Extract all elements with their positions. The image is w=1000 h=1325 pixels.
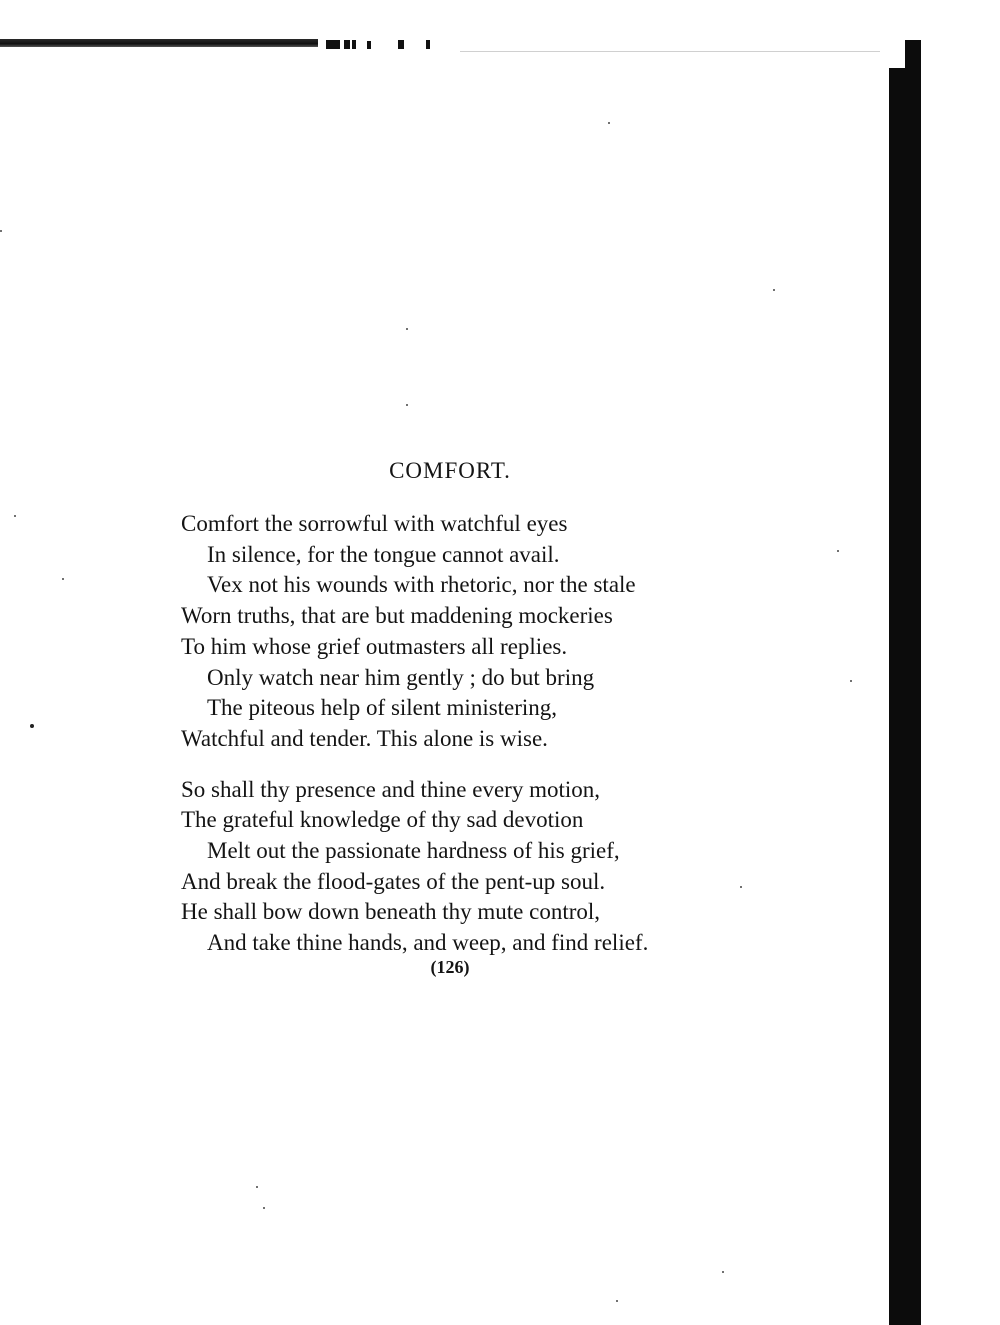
scan-speck [30, 724, 34, 728]
poem-line: Vex not his wounds with rhetoric, nor the stale [207, 572, 636, 598]
poem-line: Only watch near him gently ; do but bring [207, 664, 595, 690]
stanza [181, 775, 801, 959]
scan-speck [608, 122, 610, 124]
scan-speck [14, 515, 16, 517]
scan-speck [406, 404, 408, 406]
scan-speck [837, 550, 839, 552]
poem-title-text: COMFORT. [389, 458, 511, 483]
scan-speck [616, 1300, 618, 1302]
poem-line: So shall thy presence and thine every motion, [181, 776, 601, 802]
top-rule-fragments [318, 40, 458, 50]
poem-line: The grateful knowledge of thy sad devotion [181, 807, 584, 833]
scan-speck [722, 1271, 724, 1273]
scan-speck [0, 230, 2, 232]
scan-speck [406, 328, 408, 330]
top-dash [460, 51, 880, 52]
poem-title [0, 458, 900, 484]
scan-speck [850, 680, 852, 682]
poem-line: Worn truths, that are but maddening mockeries [181, 603, 613, 629]
poem-line: Melt out the passionate hardness of his grief, [207, 838, 620, 864]
page-gutter-edge [889, 68, 919, 1325]
poem-line: To him whose grief outmasters all replies. [181, 633, 568, 659]
poem-line: And break the flood-gates of the pent-up soul. [181, 868, 606, 894]
poem-line: Watchful and tender. This alone is wise. [181, 725, 548, 751]
scan-speck [62, 578, 64, 580]
poem-line: He shall bow down beneath thy mute control, [181, 899, 601, 925]
page-number: (126) [430, 957, 470, 977]
top-printed-rule [0, 39, 318, 47]
poem-line: In silence, for the tongue cannot avail. [207, 541, 560, 567]
poem-line: Comfort the sorrowful with watchful eyes [181, 511, 568, 536]
poem-line: And take thine hands, and weep, and find relief. [207, 930, 649, 956]
scan-speck [256, 1186, 258, 1188]
scan-speck [773, 289, 775, 291]
poem-body [181, 509, 801, 959]
scan-speck [263, 1207, 265, 1209]
poem-line: The piteous help of silent ministering, [207, 695, 558, 721]
stanza [181, 509, 801, 755]
